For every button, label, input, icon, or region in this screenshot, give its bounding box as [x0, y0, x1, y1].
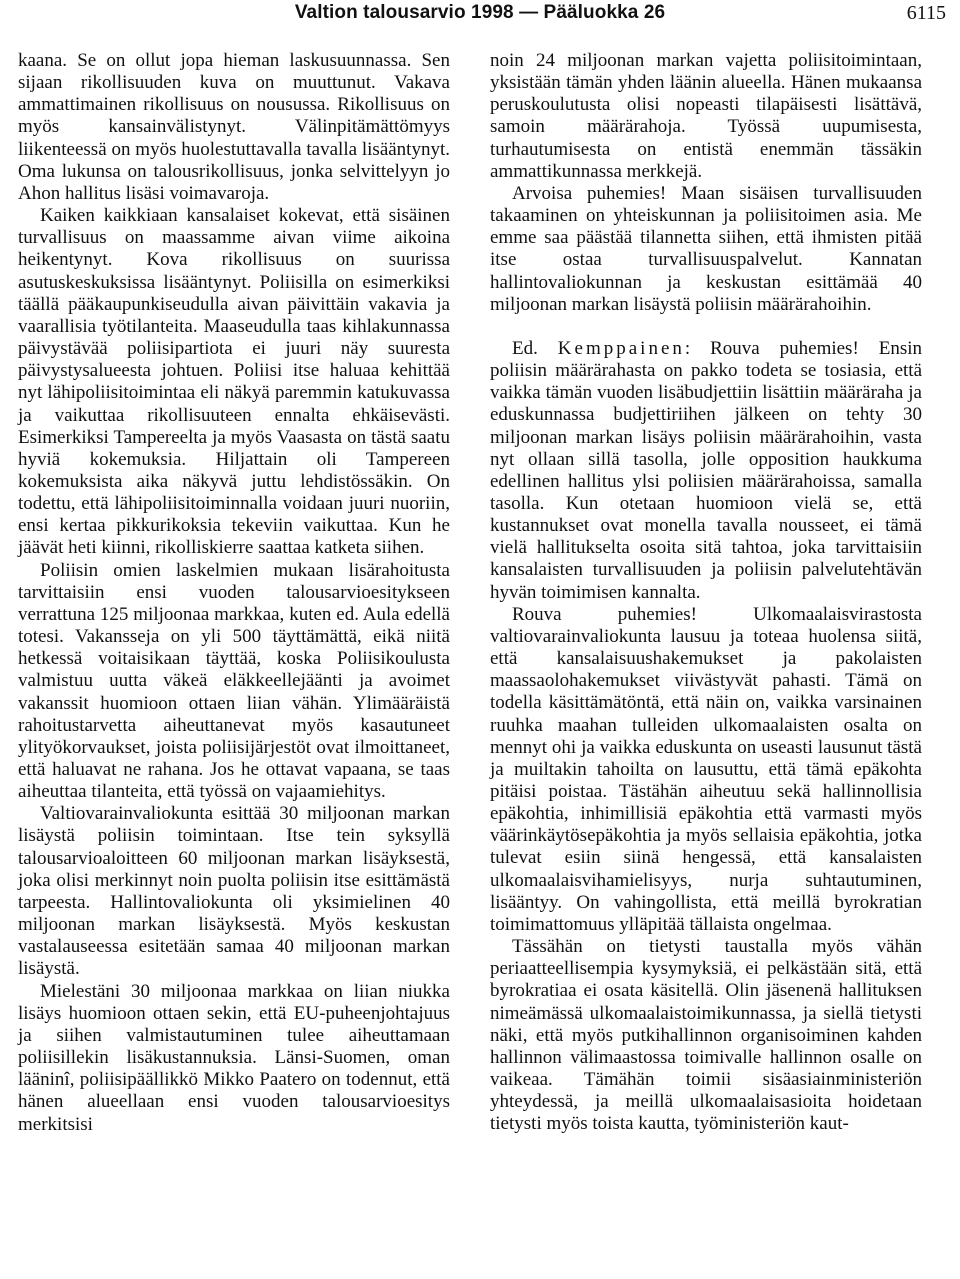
paragraph: Valtiovarainvaliokunta esittää 30 miljoonan markan lisäystä poliisin toimintaan. Itse tein syksyllä talousarvioaloitteen 60 miljoonan markan lisäyksestä, joka olisi merkinnyt noin puolta poliisin itse esittämästä tarpeesta. Hallintovaliokunta oli yksimielinen 40 miljoonan markan lisäyksestä. Myös keskustan vastalauseessa esitetään samaa 40 miljoonan markan lisäystä. [18, 803, 450, 980]
running-title: Valtion talousarvio 1998 — Pääluokka 26 [294, 2, 666, 23]
page-number: 6115 [906, 2, 946, 24]
speech-text: Rouva puhemies! Ensin poliisin määrärahasta on pakko todeta se tosiasia, että vaikka tämän vuoden lisäbudjettiin lisättiin määräraha ja eduskunnassa budjettiriihen jälkeen on tehty 30 miljoonan markan lisäys poliisin määrärahoihin, vasta nyt ollaan sillä tasolla, jolle opposition haukkuma edellinen hallitus ylsi poliisien määrärahoissa, samalla tasolla. Kun otetaan huomioon vielä se, että kustannukset ovat monella tavalla nousseet, ei tämä vielä hallitukselta osoita sitä tahtoa, joka tarvittaisiin kansalaisten turvallisuuden ja poliisin palvelutehtävän hyvän toimimisen kannalta. [490, 337, 922, 603]
speaker-paragraph [490, 338, 922, 604]
paragraph: Tässähän on tietysti taustalla myös vähän periaatteellisempia kysymyksiä, ei pelkästään sitä, että byrokratiaa ei osata käsitellä. Olin jäsenenä hallituksen nimeämässä ulkomaalaistoimikunnassa, ja siellä tietysti näki, että myös putkihallinnon organisoiminen kahden hallinnon välimaastossa toimivalle hallinnon osalle on vaikeaa. Tämähän toimii sisäasiainministeriön yhteydessä, ja meillä ulkomaalaisasioita hoidetaan tietysti myös toista kautta, työministeriön kaut- [490, 936, 922, 1135]
paragraph: Rouva puhemies! Ulkomaalaisvirastosta valtiovarainvaliokunta lausuu ja toteaa huolensa siitä, että kansalaisuushakemukset ja pakolaisten maassaolohakemukset viivästyvät pahasti. Tämä on todella käsittämätöntä, että näin on, vaikka varsinainen ruuhka maahan tulleiden ulkomaalaisten osalta on mennyt ohi ja vaikka eduskunta on useasti lausunut tästä ja muiltakin tahoilta on lausuttu, että tämä epäkohta pitäisi poistaa. Tästähän aiheutuu sekä hallinnollisia epäkohtia, inhimillisiä epäkohtia että varmasti myös väärinkäytösepäkohtia ja myös sellaisia epäkohtia, jotka tulevat esiin siinä hengessä, että kansalaisten ulkomaalaisvihamielisyys, nurja suhtautuminen, lisääntyy. On vahingollista, että meillä byrokratian toimimattomuus ylläpitää tällaista ongelmaa. [490, 603, 922, 935]
paragraph: noin 24 miljoonan markan vajetta poliisitoimintaan, yksistään tämän yhden läänin alueella. Hänen mukaansa peruskoulutusta olisi nopeasti tilapäisesti lisättävä, samoin määrärahoja. Työssä uupumisesta, turhautumisesta on entistä enemmän tässäkin ammattikunnassa merkkejä. [490, 50, 922, 182]
paragraph: Kaiken kaikkiaan kansalaiset kokevat, että sisäinen turvallisuus on maassamme aivan viime aikoina heikentynyt. Kova rikollisuus on suurissa asutuskeskuksissa lisääntynyt. Poliisilla on esimerkiksi täällä pääkaupunkiseudulla aivan päivittäin vakavia ja vaarallisia työtilanteita. Maaseudulla taas kihlakunnassa päivystävää poliisipartiota ei juuri näy suuresta päivystysalueesta johtuen. Poliisi itse haluaa kehittää nyt lähipoliisitoimintaa eli näkyä paremmin katukuvassa ja vaikuttaa rikollisuuteen ennalta ehkäisevästi. Esimerkiksi Tampereelta ja myös Vaasasta on tästä saatu hyviä kokemuksia. Hiljattain oli Tampereen kokemuksista aika näkyvä juttu lehdistössäkin. On todettu, että lähipoliisitoiminnalla voidaan juuri nuoriin, ensi kertaa pikkurikoksia tekeviin vaikuttaa. Kun he jäävät heti kiinni, rikolliskierre saattaa katketa siihen. [18, 205, 450, 559]
right-column [490, 50, 922, 1136]
speaker-prefix: Ed. [512, 337, 538, 359]
left-column [18, 50, 450, 1136]
paragraph: Arvoisa puhemies! Maan sisäisen turvallisuuden takaaminen on yhteiskunnan ja poliisitoimen asia. Me emme saa päästää tilannetta siihen, että ihmisten pitää itse ostaa turvallisuuspalvelut. Kannatan hallintovaliokunnan ja keskustan esittämää 40 miljoonan markan lisäystä poliisin määrärahoihin. [490, 182, 922, 315]
page-header [0, 0, 960, 34]
paragraph: kaana. Se on ollut jopa hieman laskusuunnassa. Sen sijaan rikollisuuden kuva on muuttunut. Vakava ammattimainen rikollisuus on nousussa. Rikollisuus on myös kansainvälistynyt. Välinpitämättömyys liikenteessä on myös huolestuttavalla tavalla lisääntynyt. Oma lukunsa on talousrikollisuus, jonka selvittelyyn jo Ahon hallitus lisäsi voimavaroja. [18, 50, 450, 204]
paragraph: Mielestäni 30 miljoonaa markkaa on liian niukka lisäys huomioon ottaen sekin, että EU-puheenjohtajuus ja siihen valmistautuminen tulee aiheuttamaan poliisillekin lisäkustannuksia. Länsi-Suomen, oman lääninî, poliisipäällikkö Mikko Paatero on todennut, että hänen alueellaan ensi vuoden talousarvioesitys merkitsisi [18, 980, 450, 1135]
speaker-colon: : [684, 337, 691, 359]
paragraph: Poliisin omien laskelmien mukaan lisärahoitusta tarvittaisiin ensi vuoden talousarvioesitykseen verrattuna 125 miljoonaa markkaa, kuten ed. Aula edellä totesi. Vakansseja on yli 500 täyttämättä, eikä niitä hetkessä voitaisikaan täyttää, koska Poliisikoulusta valmistuu uutta väkeä eläkkeellejäänti ja avoimet vakanssit huomioon ottaen liian vähän. Ylimääräistä rahoitustarvetta aiheuttanevat myös kasautuneet ylityökorvaukset, joista poliisijärjestöt ovat ilmoittaneet, että haluavat ne rahana. Jos he ottavat vapaana, se taas aiheuttaa tilanteita, että työssä on vajaamiehitys. [18, 559, 450, 803]
speaker-name: Kemppainen [557, 337, 685, 359]
